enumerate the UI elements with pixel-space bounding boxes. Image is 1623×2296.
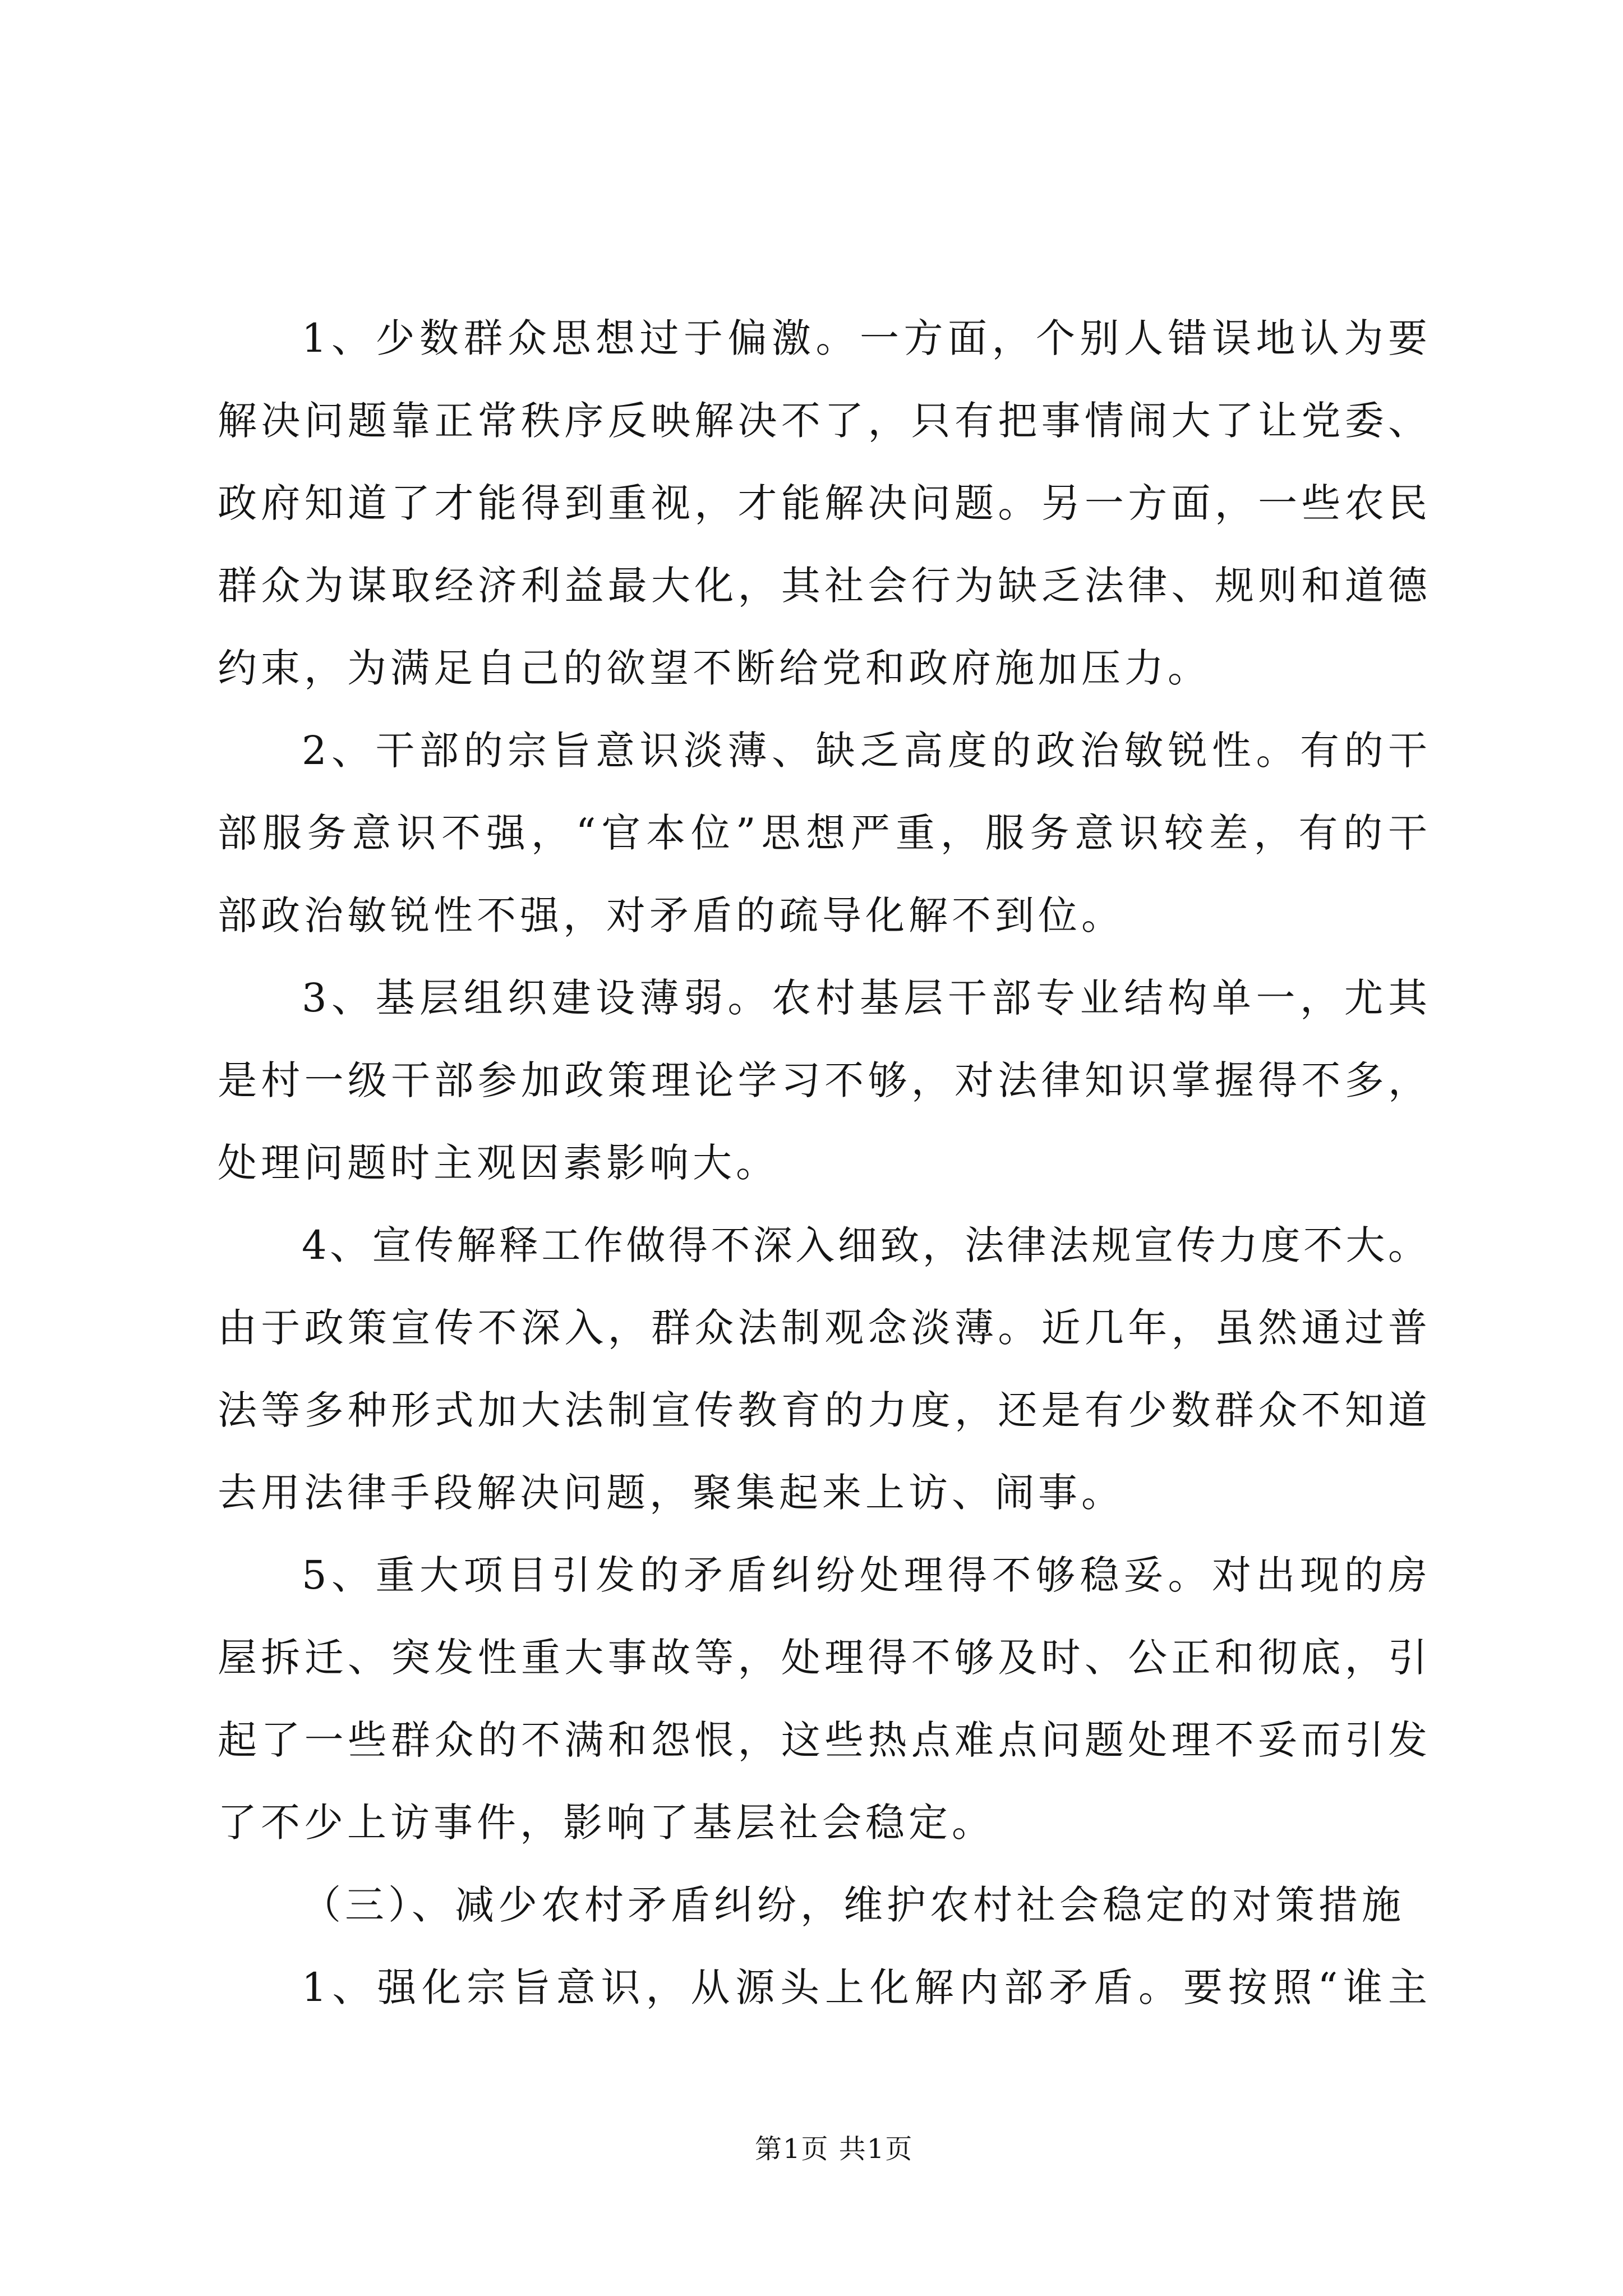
paragraph-line: 1、强化宗旨意识，从源头上化解内部矛盾。要按照“谁主 (302, 1964, 1427, 2010)
paragraph (218, 710, 1427, 957)
page-footer: 第1页 共1页 (755, 2133, 914, 2165)
paragraph-line: 约束，为满足自己的欲望不断给党和政府施加压力。 (218, 645, 1211, 691)
section-heading-line: （三）、减少农村矛盾纠纷，维护农村社会稳定的对策措施 (302, 1882, 1405, 1928)
paragraph (218, 1204, 1427, 1534)
paragraph-line: 群众为谋取经济利益最大化，其社会行为缺乏法律、规则和道德 (218, 563, 1427, 609)
paragraph-line: 解决问题靠正常秩序反映解决不了，只有把事情闹大了让党委、 (218, 398, 1427, 444)
paragraph-line: 由于政策宣传不深入，群众法制观念淡薄。近几年，虽然通过普 (218, 1305, 1427, 1351)
paragraph-line: 去用法律手段解决问题，聚集起来上访、闹事。 (218, 1470, 1124, 1516)
document-body (218, 297, 1427, 2029)
paragraph-line: 了不少上访事件，影响了基层社会稳定。 (218, 1800, 995, 1846)
section-heading (218, 1864, 1427, 1947)
paragraph-line: 4、宣传解释工作做得不深入细致，法律法规宣传力度不大。 (302, 1222, 1427, 1268)
paragraph-line: 部政治敏锐性不强，对矛盾的疏导化解不到位。 (218, 892, 1124, 938)
paragraph-line: 屋拆迁、突发性重大事故等，处理得不够及时、公正和彻底，引 (218, 1635, 1427, 1681)
paragraph-line: 部服务意识不强，“官本位”思想严重，服务意识较差，有的干 (218, 810, 1427, 856)
paragraph-line: 法等多种形式加大法制宣传教育的力度，还是有少数群众不知道 (218, 1387, 1427, 1433)
paragraph-line: 5、重大项目引发的矛盾纠纷处理得不够稳妥。对出现的房 (302, 1552, 1427, 1598)
paragraph-line: 政府知道了才能得到重视，才能解决问题。另一方面，一些农民 (218, 480, 1427, 526)
paragraph (218, 297, 1427, 710)
paragraph (218, 1947, 1427, 2029)
paragraph-line: 处理问题时主观因素影响大。 (218, 1140, 779, 1186)
paragraph (218, 957, 1427, 1204)
paragraph-line: 是村一级干部参加政策理论学习不够，对法律知识掌握得不多， (218, 1057, 1427, 1103)
paragraph-line: 3、基层组织建设薄弱。农村基层干部专业结构单一，尤其 (302, 975, 1427, 1021)
paragraph-line: 2、干部的宗旨意识淡薄、缺乏高度的政治敏锐性。有的干 (302, 728, 1427, 774)
paragraph-line: 1、少数群众思想过于偏激。一方面，个别人错误地认为要 (302, 315, 1427, 361)
paragraph-line: 起了一些群众的不满和怨恨，这些热点难点问题处理不妥而引发 (218, 1717, 1427, 1763)
paragraph (218, 1534, 1427, 1864)
